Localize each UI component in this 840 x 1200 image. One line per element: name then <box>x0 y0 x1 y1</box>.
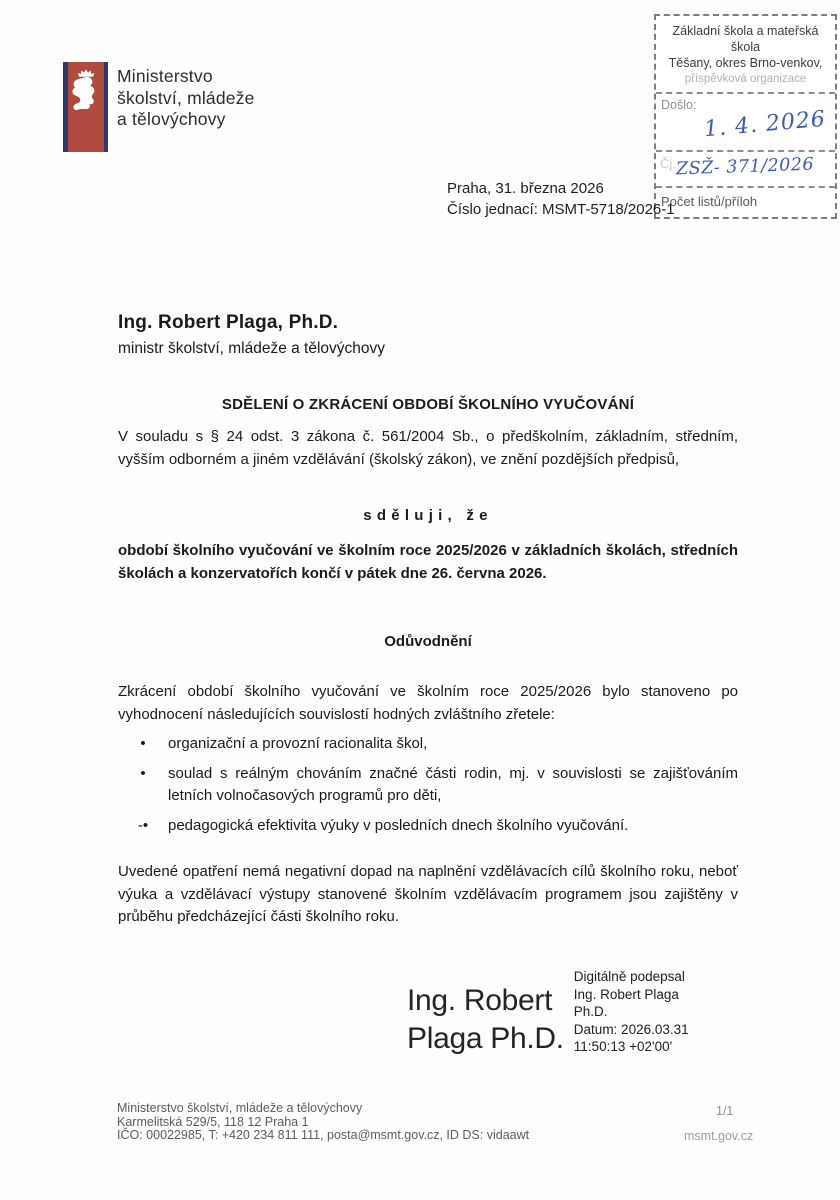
sender-role: ministr školství, mládeže a tělovýchovy <box>118 340 386 357</box>
intro-paragraph: V souladu s § 24 odst. 3 zákona č. 561/2004 Sb., o předškolním, základním, středním, vyšším odborném a jiném vzdělávání (školský zákon), ve znění pozdějších předpisů, <box>118 428 738 468</box>
list-item <box>118 763 738 808</box>
stamp-school-line: příspěvková organizace <box>684 73 807 85</box>
footer-line: Ministerstvo školství, mládeže a tělovýchovy <box>117 1101 363 1115</box>
czech-lion-icon <box>69 66 103 120</box>
signature-details-line: Digitálně podepsal <box>573 969 685 984</box>
signature-details-line: 11:50:13 +02'00' <box>573 1039 673 1054</box>
footer-line: IČO: 00022985, T: +420 234 811 111, posta@msmt.gov.cz, ID DS: vidaawt <box>117 1128 530 1142</box>
bullet-icon: -• <box>137 816 149 834</box>
ministry-logo <box>63 62 108 152</box>
stamp-school-name <box>656 16 835 92</box>
bullet-text: pedagogická efektivita výuky v posledních dnech školního vyučování. <box>168 816 629 834</box>
signature-details <box>574 968 724 1058</box>
ministry-name <box>117 66 255 131</box>
received-stamp <box>654 14 837 219</box>
justification-heading: Odůvodnění <box>384 633 472 650</box>
stamp-ref-label: Čj. <box>660 156 676 171</box>
stamp-received-section <box>656 92 835 150</box>
list-item <box>118 815 738 838</box>
bullet-text: soulad s reálným chováním značné části rodin, mj. v souvislosti se zajišťováním letních volnočasových programů pro děti, <box>168 764 738 804</box>
handwritten-ref-number: ZSŽ- 371/2026 <box>675 154 815 180</box>
sender-name: Ing. Robert Plaga, Ph.D. <box>118 312 339 333</box>
closing-paragraph: Uvedené opatření nemá negativní dopad na naplnění vzdělávacích cílů školního roku, neboť výuka a vzdělávací výstupy stanovené školním vzdělávacím programem jsou zajištěny v průběhu předcházející části školního roku. <box>118 863 738 925</box>
footer-contact <box>117 1102 529 1143</box>
sender-block <box>118 312 385 358</box>
bullet-icon: • <box>140 735 146 752</box>
place-and-date: Praha, 31. března 2026 <box>447 180 604 197</box>
statement-paragraph: období školního vyučování ve školním roce 2025/2026 v základních školách, středních školách a konzervatořích končí v pátek dne 26. června 2026. <box>118 542 738 582</box>
letter-meta <box>447 179 675 220</box>
ministry-name-line: školství, mládeže <box>117 87 255 108</box>
ministry-name-line: a tělovýchovy <box>117 109 226 129</box>
signature-name-line: Plaga Ph.D. <box>407 1022 564 1055</box>
signature-details-line: Datum: 2026.03.31 <box>573 1021 689 1037</box>
list-item <box>118 733 738 756</box>
ministry-name-line: Ministerstvo <box>117 66 213 86</box>
stamp-school-line: Základní škola a mateřská škola <box>672 24 819 54</box>
stamp-ref-section <box>656 150 835 186</box>
reference-number: Číslo jednací: MSMT-5718/2026-1 <box>447 200 675 218</box>
justification-bullet-list <box>118 733 738 844</box>
signature-details-line: Ing. Robert Plaga <box>573 986 679 1002</box>
signature-details-line: Ph.D. <box>573 1004 608 1019</box>
website-label: msmt.gov.cz <box>684 1129 754 1143</box>
digital-signature <box>407 962 724 1058</box>
signature-name-line: Ing. Robert <box>407 984 553 1017</box>
justification-intro: Zkrácení období školního vyučování ve školním roce 2025/2026 bylo stanoveno po vyhodnocení následujících souvislostí hodných zvláštního zřetele: <box>118 683 738 723</box>
page-number: 1/1 <box>716 1104 734 1118</box>
bullet-icon: • <box>140 764 146 782</box>
footer-line: Karmelitská 529/5, 118 12 Praha 1 <box>117 1114 309 1129</box>
handwritten-received-date: 1. 4. 2026 <box>703 106 827 143</box>
stamp-pages-label: Počet listů/příloh <box>656 186 835 217</box>
stamp-school-line: Těšany, okres Brno-venkov, <box>668 56 823 70</box>
signature-name <box>407 982 564 1058</box>
declaration-phrase: sděluji, že <box>363 507 493 524</box>
stamp-received-label: Došlo: <box>661 98 697 112</box>
document-title: SDĚLENÍ O ZKRÁCENÍ OBDOBÍ ŠKOLNÍHO VYUČOVÁNÍ <box>221 396 635 413</box>
bullet-text: organizační a provozní racionalita škol, <box>168 735 428 752</box>
